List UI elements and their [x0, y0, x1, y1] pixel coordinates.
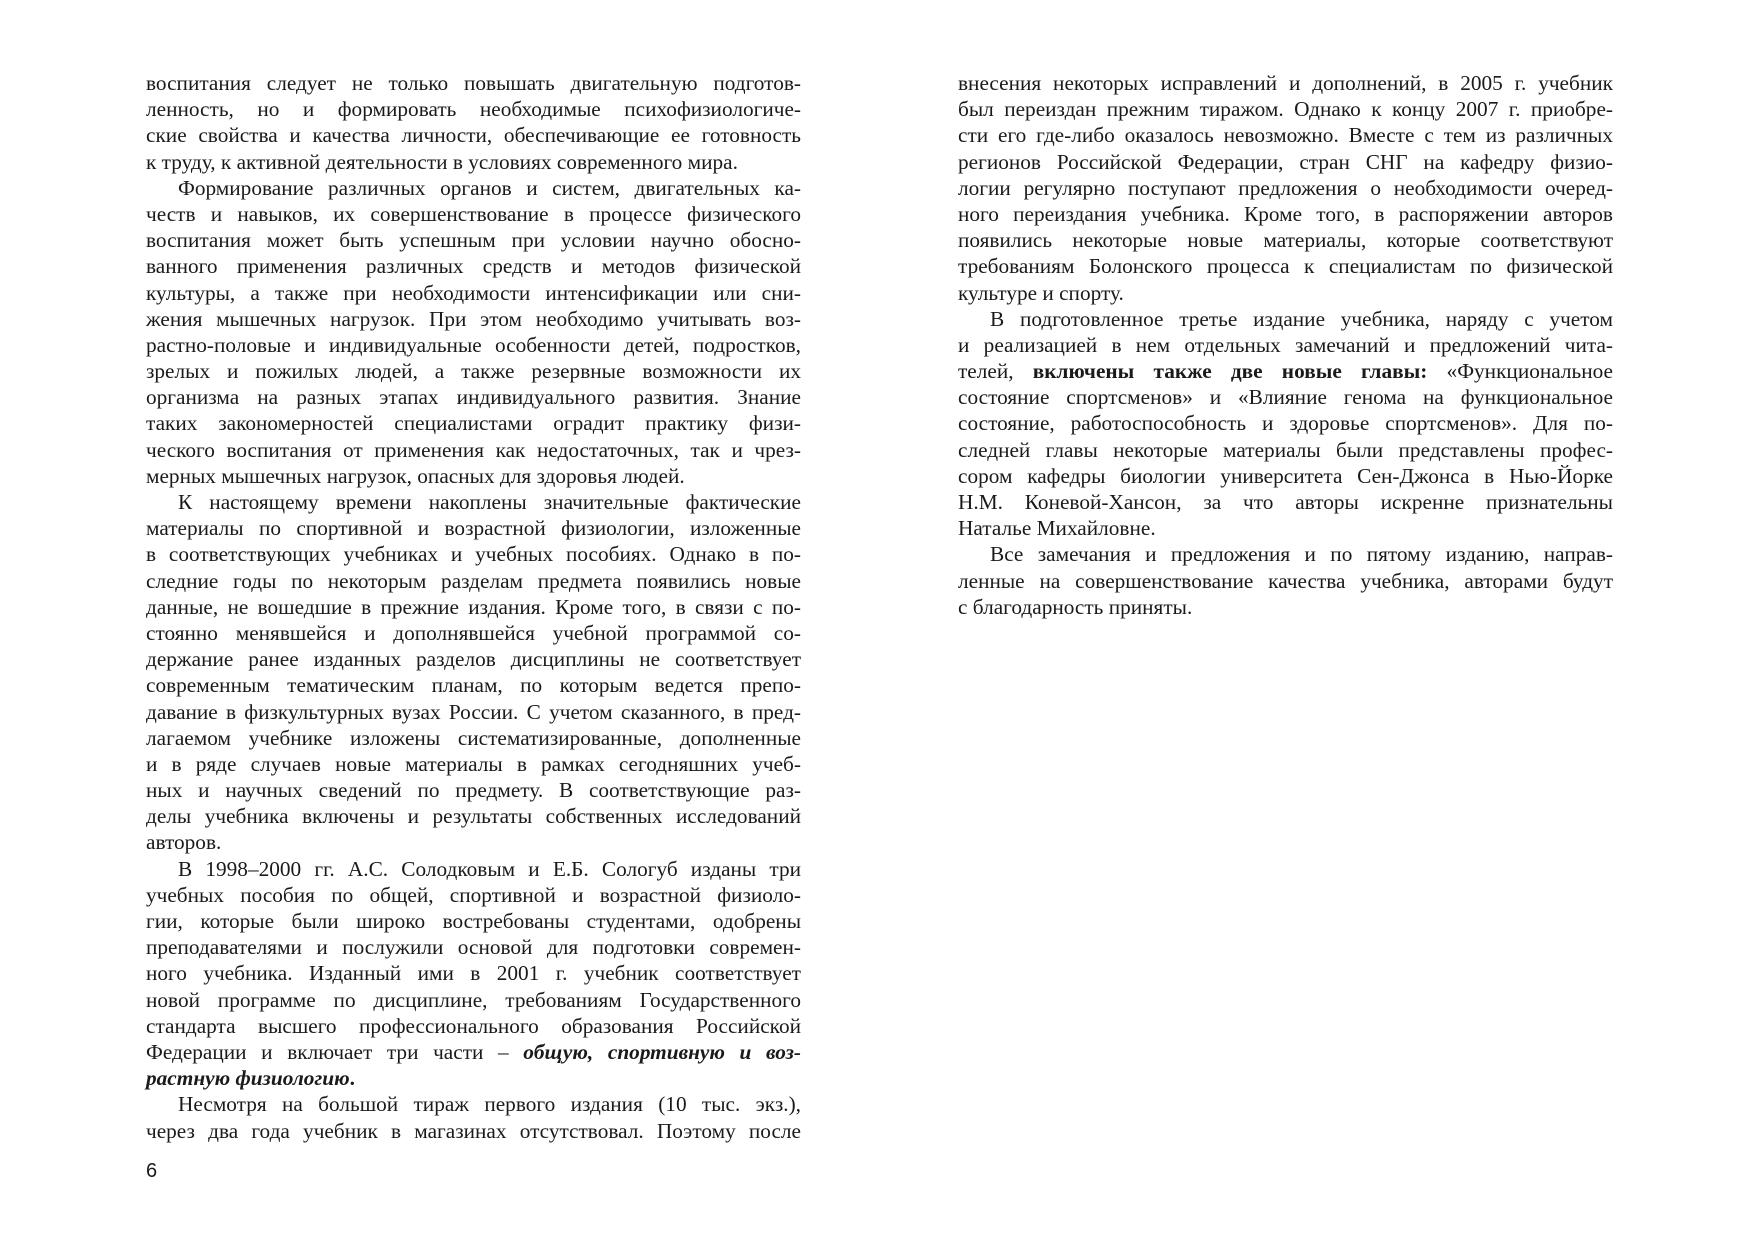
text-line: и реализацией в нем отдельных замечаний и предложений чита-: [958, 332, 1613, 357]
text-line: В 1998–2000 гг. А.С. Солодковым и Е.Б. Сологуб изданы три: [178, 856, 801, 881]
text-line: давание в физкультурных вузах России. С учетом сказанного, в пред-: [146, 699, 801, 724]
text-line: [146, 1065, 801, 1091]
text-run: телей,: [958, 359, 1033, 384]
bold-run: включены также две новые главы:: [1032, 359, 1428, 384]
text-line: воспитания может быть успешным при условии научно обосно-: [146, 228, 801, 253]
text-line: состояние, работоспособность и здоровье спортсменов». Для по-: [958, 411, 1613, 436]
text-line: внесения некоторых исправлений и дополнений, в 2005 г. учебник: [958, 71, 1613, 95]
text-line: стандарта высшего профессионального образования Российской: [146, 1013, 801, 1038]
text-line: новой программе по дисциплине, требованиям Государственного: [146, 987, 801, 1012]
text-line: был переиздан прежним тиражом. Однако к концу 2007 г. приобре-: [958, 97, 1613, 122]
text-line: Н.М. Коневой-Хансон, за что авторы искренне признательны: [958, 490, 1613, 514]
bold-italic-run: общую, спортивную и воз-: [523, 1039, 801, 1064]
text-line: Все замечания и предложения и по пятому изданию, направ-: [990, 542, 1613, 567]
text-line: ленность, но и формировать необходимые психофизиологиче-: [146, 97, 801, 122]
text-line: держание ранее изданных разделов дисциплины не соответствует: [146, 647, 801, 672]
text-line: растно-половые и индивидуальные особенности детей, подростков,: [146, 332, 801, 357]
text-line: требованиям Болонского процесса к специалистам по физической: [958, 254, 1613, 279]
text-line: следние годы по некоторым разделам предмета появились новые: [146, 568, 801, 593]
text-run: «Функциональное: [1427, 359, 1613, 384]
right-column: [958, 70, 1613, 620]
text-line: появились некоторые новые материалы, которые соответствуют: [958, 228, 1613, 253]
text-line: [958, 358, 1613, 384]
text-line: В подготовленное третье издание учебника, наряду с учетом: [990, 306, 1613, 331]
text-line: регионов Российской Федерации, стран СНГ на кафедру физио-: [958, 149, 1613, 174]
text-line: гии, которые были широко востребованы студентами, одобрены: [146, 909, 801, 933]
text-line: стоянно менявшейся и дополнявшейся учебной программой со-: [146, 620, 801, 645]
text-line: логии регулярно поступают предложения о необходимости очеред-: [958, 175, 1613, 200]
text-line: ных и научных сведений по предмету. В соответствующие раз-: [146, 778, 801, 803]
text-line: через два года учебник в магазинах отсутствовал. Поэтому после: [146, 1118, 801, 1143]
text-line: ного переиздания учебника. Кроме того, в распоряжении авторов: [958, 201, 1613, 226]
text-line: к труду, к активной деятельности в условиях современного мира.: [146, 149, 738, 174]
text-line: воспитания следует не только повышать двигательную подготов-: [146, 71, 801, 95]
text-run: Федерации и включает три части –: [146, 1039, 524, 1064]
text-line: учебных пособия по общей, спортивной и возрастной физиоло-: [146, 882, 801, 907]
text-line: Несмотря на большой тираж первого издания (10 тыс. экз.),: [178, 1092, 801, 1117]
text-line: делы учебника включены и результаты собственных исследований: [146, 804, 801, 829]
text-line: сти его где-либо оказалось невозможно. Вместе с тем из различных: [958, 123, 1613, 148]
text-line: материалы по спортивной и возрастной физиологии, изложенные: [146, 516, 801, 541]
text-line: ческого воспитания от применения как недостаточных, так и чрез-: [146, 437, 801, 462]
text-line: ванного применения различных средств и методов физической: [146, 254, 801, 279]
text-line: Наталье Михайловне.: [958, 516, 1156, 541]
text-line: сором кафедры биологии университета Сен-Джонса в Нью-Йорке: [958, 463, 1613, 488]
text-line: [146, 1039, 801, 1065]
text-line: преподавателями и послужили основой для подготовки современ-: [146, 935, 801, 960]
text-line: ного учебника. Изданный ими в 2001 г. учебник соответствует: [146, 961, 801, 986]
text-line: с благодарность приняты.: [958, 594, 1193, 619]
bold-italic-run: растную физиологию: [146, 1066, 350, 1091]
text-line: данные, не вошедшие в прежние издания. Кроме того, в связи с по-: [146, 594, 801, 619]
text-line: лагаемом учебнике изложены систематизированные, дополненные: [146, 725, 801, 750]
page-number: 6: [146, 1160, 158, 1182]
text-line: современным тематическим планам, по которым ведется препо-: [146, 673, 801, 698]
left-column: [146, 70, 801, 1144]
text-line: состояние спортсменов» и «Влияние генома на функциональное: [958, 385, 1613, 410]
text-run: .: [349, 1066, 355, 1091]
text-line: следней главы некоторые материалы были представлены профес-: [958, 437, 1613, 462]
text-line: таких закономерностей специалистами оградит практику физи-: [146, 411, 801, 436]
text-line: организма на разных этапах индивидуального развития. Знание: [146, 385, 801, 410]
text-line: Формирование различных органов и систем, двигательных ка-: [178, 175, 801, 200]
text-line: мерных мышечных нагрузок, опасных для здоровья людей.: [146, 463, 685, 488]
text-line: культуры, а также при необходимости интенсификации или сни-: [146, 280, 801, 305]
text-line: и в ряде случаев новые материалы в рамках сегодняшних учеб-: [146, 751, 801, 776]
text-line: авторов.: [146, 830, 222, 855]
text-line: зрелых и пожилых людей, а также резервные возможности их: [146, 359, 801, 384]
text-line: честв и навыков, их совершенствование в процессе физического: [146, 201, 801, 226]
text-line: жения мышечных нагрузок. При этом необходимо учитывать воз-: [146, 306, 801, 331]
text-line: К настоящему времени накоплены значительные фактические: [178, 490, 801, 514]
text-line: ленные на совершенствование качества учебника, авторами будут: [958, 568, 1613, 593]
text-line: культуре и спорту.: [958, 280, 1124, 305]
text-line: ские свойства и качества личности, обеспечивающие ее готовность: [146, 123, 801, 148]
text-line: в соответствующих учебниках и учебных пособиях. Однако в по-: [146, 542, 801, 567]
